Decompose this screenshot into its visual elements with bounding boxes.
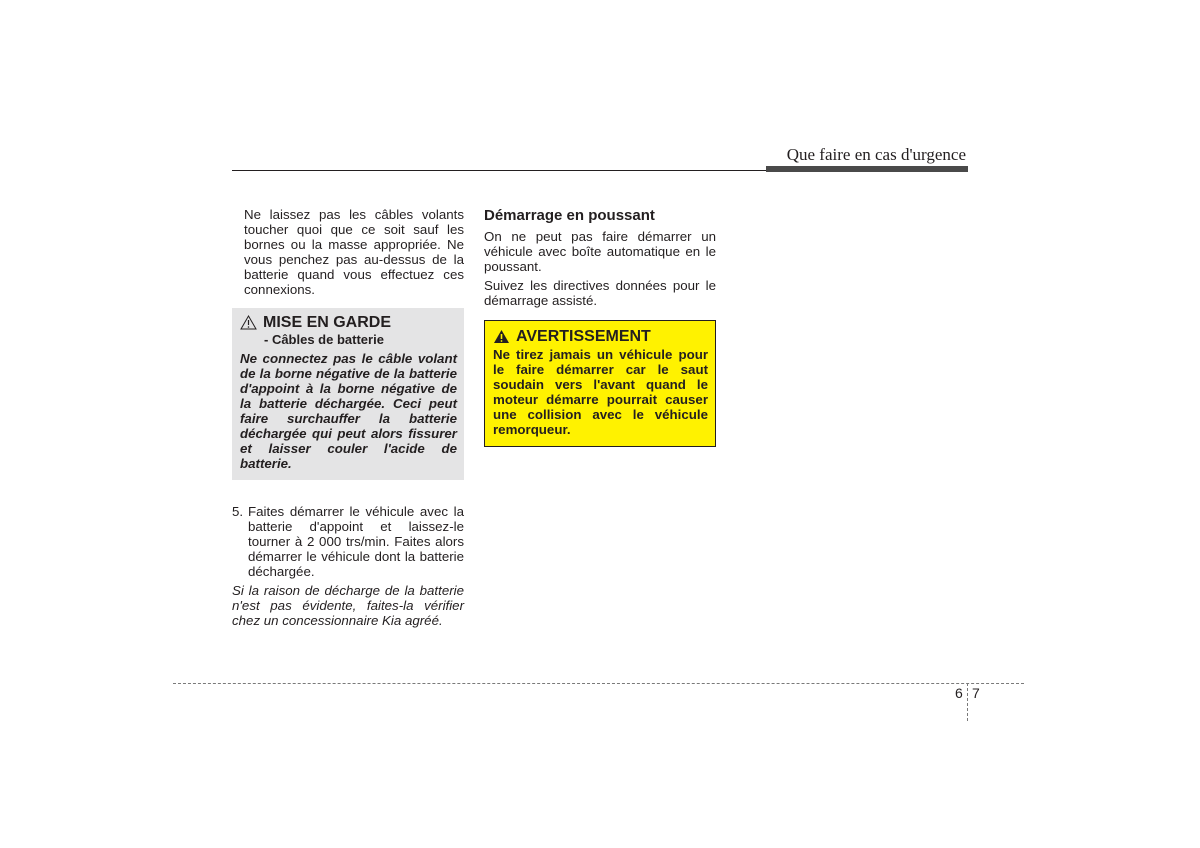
header-section-title: Que faire en cas d'urgence xyxy=(786,145,966,164)
footer-separator xyxy=(967,683,968,721)
caution-triangle-icon xyxy=(240,315,257,330)
caution-title: MISE EN GARDE xyxy=(263,314,392,331)
warning-body: Ne tirez jamais un véhicule pour le faire démarrer car le saut soudain vers l'avant quand le moteur démarre pourrait causer une collision avec le véhicule remorqueur. xyxy=(493,347,708,437)
warning-header xyxy=(493,329,708,344)
paragraph-1: On ne peut pas faire démarrer un véhicule avec boîte automatique en le poussant. xyxy=(484,229,716,274)
paragraph-2: Suivez les directives données pour le démarrage assisté. xyxy=(484,278,716,308)
left-column xyxy=(232,207,464,628)
step-number: 5. xyxy=(232,504,244,519)
caution-body: Ne connectez pas le câble volant de la borne négative de la batterie d'appoint à la borne négative de la batterie déchargée. Ceci peut faire surchauffer la batterie déchargée qui peut alors fissurer et laisser couler l'acide de batterie. xyxy=(240,351,457,471)
caution-header xyxy=(240,315,457,330)
page-chapter: 6 xyxy=(955,685,963,701)
section-title: Démarrage en poussant xyxy=(484,207,655,224)
intro-text: Ne laissez pas les câbles volants toucher quoi que ce soit sauf les bornes ou la masse appropriée. Ne vous penchez pas au-dessus de la batterie quand vous effectuez ces connexions. xyxy=(244,207,464,297)
footer-rule xyxy=(173,683,1024,684)
step-text: Faites démarrer le véhicule avec la batterie d'appoint et laissez-le tourner à 2 000 trs/min. Faites alors démarrer le véhicule dont la batterie déchargée. xyxy=(248,504,464,579)
warning-box xyxy=(484,320,716,447)
warning-title: AVERTISSEMENT xyxy=(516,328,651,345)
page-number: 7 xyxy=(972,685,980,701)
note-text: Si la raison de décharge de la batterie n'est pas évidente, faites-la vérifier chez un concessionnaire Kia agréé. xyxy=(232,583,464,628)
warning-triangle-icon xyxy=(493,329,510,344)
header-rule-accent xyxy=(766,166,968,172)
caution-box xyxy=(232,308,464,480)
header-rule xyxy=(232,170,768,171)
right-column xyxy=(484,207,716,447)
step-item xyxy=(232,504,464,579)
caution-subtitle: - Câbles de batterie xyxy=(264,332,384,347)
